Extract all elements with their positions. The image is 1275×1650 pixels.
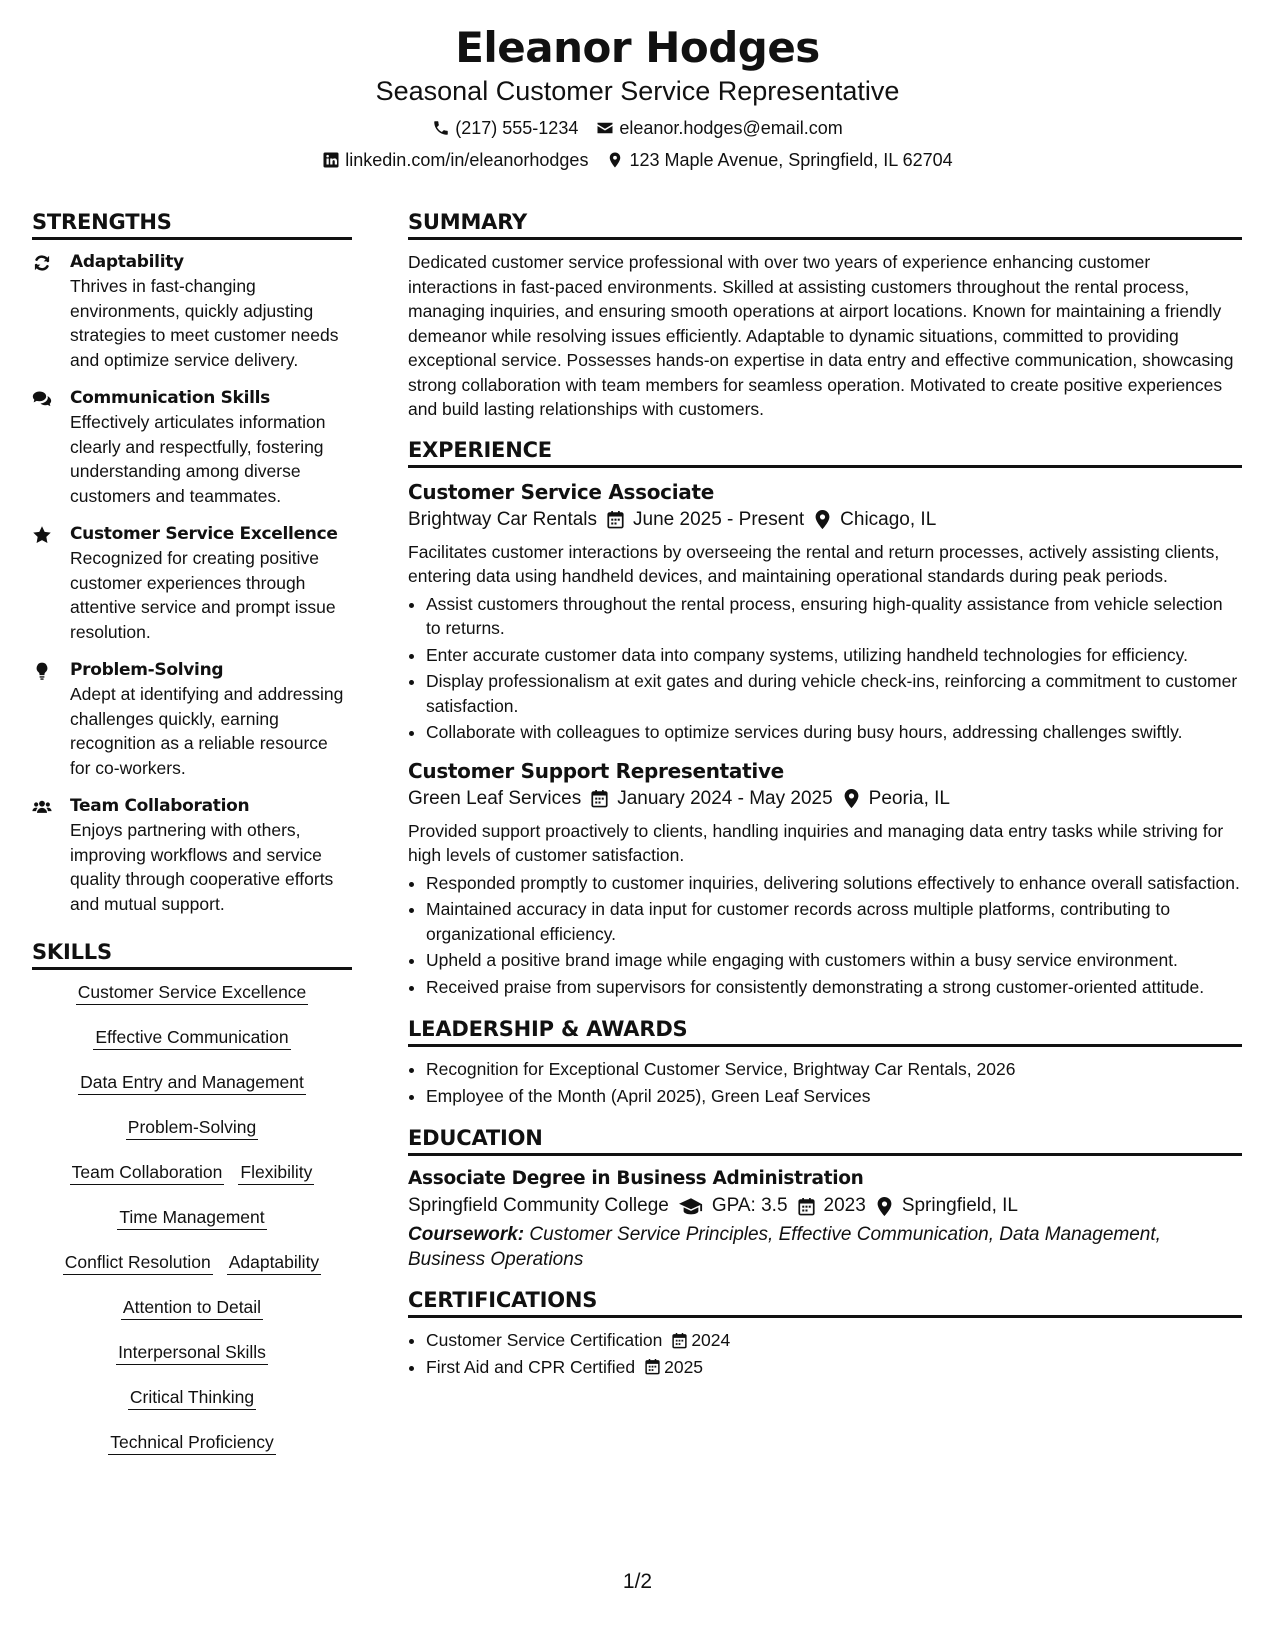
right-column xyxy=(408,208,1242,1381)
job-meta xyxy=(408,785,1242,813)
job-bullet: • Collaborate with colleagues to optimize services during busy hours, addressing challenges swiftly. xyxy=(426,720,1242,745)
left-column xyxy=(32,208,352,1475)
calendar-icon xyxy=(798,1197,815,1216)
job-description: Provided support proactively to clients, handling inquiries and managing data entry tasks while striving for high levels of customer satisfaction. xyxy=(408,820,1224,865)
skill-tag: Attention to Detail xyxy=(121,1295,263,1320)
strength-desc: Recognized for creating positive customer experiences through attentive service and prompt issue resolution. xyxy=(70,548,336,642)
job-bullet: • Responded promptly to customer inquiries, delivering solutions effectively to enhance overall satisfaction. xyxy=(426,871,1242,896)
job-company: Brightway Car Rentals xyxy=(408,508,598,530)
star-icon xyxy=(32,525,52,545)
coursework xyxy=(408,1222,1242,1272)
strength-desc: Enjoys partnering with others, improving workflows and service quality through cooperative efforts and mutual support. xyxy=(70,820,334,914)
strength-item xyxy=(32,250,352,372)
job-entry xyxy=(408,478,1242,745)
calendar-icon xyxy=(645,1358,660,1375)
certification-name: • First Aid and CPR Certified xyxy=(426,1356,636,1377)
job-bullet: • Received praise from supervisors for consistently demonstrating a strong customer-oriented attitude. xyxy=(426,975,1242,1000)
linkedin-icon xyxy=(322,151,340,169)
address-text: 123 Maple Avenue, Springfield, IL 62704 xyxy=(629,150,953,170)
certification-year: 2024 xyxy=(691,1330,731,1350)
phone-text: (217) 555-1234 xyxy=(455,118,579,138)
skill-tag: Time Management xyxy=(117,1205,266,1230)
calendar-icon xyxy=(591,789,608,808)
skill-tag: Flexibility xyxy=(238,1160,314,1185)
strength-title: Problem-Solving xyxy=(70,660,224,680)
job-bullet: • Enter accurate customer data into company systems, utilizing handheld technologies for efficiency. xyxy=(426,643,1242,668)
linkedin-contact[interactable] xyxy=(322,149,588,171)
job-company: Green Leaf Services xyxy=(408,787,582,809)
job-bullets xyxy=(408,871,1242,1000)
phone-icon xyxy=(432,119,450,137)
strength-item xyxy=(32,522,352,644)
skill-tag: Data Entry and Management xyxy=(78,1070,306,1095)
job-bullets xyxy=(408,592,1242,745)
certification-year: 2025 xyxy=(664,1356,704,1377)
skill-tag: Effective Communication xyxy=(93,1025,290,1050)
experience-heading: EXPERIENCE xyxy=(408,436,1242,468)
award-item: • Employee of the Month (April 2025), Green Leaf Services xyxy=(426,1084,1242,1109)
certification-item xyxy=(426,1355,1242,1380)
strength-item xyxy=(32,386,352,508)
phone-contact xyxy=(432,117,578,139)
map-marker-icon xyxy=(843,789,860,808)
strength-item xyxy=(32,658,352,780)
users-icon xyxy=(32,797,52,817)
skill-tag: Adaptability xyxy=(227,1250,321,1275)
lightbulb-icon xyxy=(32,661,52,681)
coursework-text: Customer Service Principles, Effective Communication, Data Management, Business Operations xyxy=(408,1224,1161,1270)
award-item: • Recognition for Exceptional Customer Service, Brightway Car Rentals, 2026 xyxy=(426,1057,1242,1082)
skill-tag: Team Collaboration xyxy=(70,1160,225,1185)
candidate-name: Eleanor Hodges xyxy=(455,23,820,72)
education-meta xyxy=(408,1192,1242,1220)
candidate-role: Seasonal Customer Service Representative xyxy=(375,76,900,106)
strength-desc: Adept at identifying and addressing challenges quickly, earning recognition as a reliable resource for co-workers. xyxy=(70,684,344,778)
strength-title: Communication Skills xyxy=(70,388,270,408)
strength-title: Customer Service Excellence xyxy=(70,524,338,544)
address-contact xyxy=(606,149,952,171)
certifications-heading: CERTIFICATIONS xyxy=(408,1286,1242,1318)
calendar-icon xyxy=(672,1332,687,1349)
job-bullet: • Display professionalism at exit gates and during vehicle check-ins, reinforcing a commitment to customer satisfaction. xyxy=(426,669,1242,718)
email-contact[interactable] xyxy=(596,117,842,139)
skills-heading: SKILLS xyxy=(32,938,352,970)
gpa-text: GPA: 3.5 xyxy=(711,1195,788,1216)
job-title: Customer Service Associate xyxy=(408,479,715,504)
coursework-label: Coursework: xyxy=(408,1224,525,1245)
school-location: Springfield, IL xyxy=(901,1195,1018,1216)
summary-text: Dedicated customer service professional with over two years of experience enhancing customer interactions in fast-paced environments. Skilled at assisting customers throughout the rental process, managing inquiries, and ensuring smooth operations at airport locations. Known for maintaining a friendly demeanor while resolving issues efficiently. Adaptable to dynamic situations, committed to providing exceptional service. Possesses hands-on expertise in data entry and effective communication, showcasing strong collaboration with team members for seamless operation. Motivated to create positive experiences and build lasting relationships with customers. xyxy=(408,252,1234,419)
job-description: Facilitates customer interactions by overseeing the rental and return processes, actively assisting clients, entering data using handheld devices, and maintaining operational standards during peak periods. xyxy=(408,541,1220,586)
job-location: Peoria, IL xyxy=(868,787,950,809)
strength-desc: Effectively articulates information clearly and respectfully, fostering understanding among diverse customers and teammates. xyxy=(70,412,326,506)
certification-name: • Customer Service Certification xyxy=(426,1330,663,1350)
strength-item xyxy=(32,794,352,916)
skill-tag: Conflict Resolution xyxy=(63,1250,213,1275)
map-marker-icon xyxy=(876,1197,893,1216)
education-heading: EDUCATION xyxy=(408,1124,1242,1156)
sync-icon xyxy=(32,253,52,273)
skill-tag: Customer Service Excellence xyxy=(76,980,309,1005)
skills-list xyxy=(32,980,352,1457)
envelope-icon xyxy=(596,119,614,137)
education-entry xyxy=(408,1166,1242,1272)
skill-tag: Critical Thinking xyxy=(128,1385,256,1410)
graduation-year: 2023 xyxy=(823,1195,866,1216)
linkedin-text[interactable]: linkedin.com/in/eleanorhodges xyxy=(345,150,589,170)
skill-tag: Problem-Solving xyxy=(126,1115,258,1140)
job-bullet: • Upheld a positive brand image while engaging with customers within a busy service environment. xyxy=(426,948,1242,973)
job-bullet: • Assist customers throughout the rental process, ensuring high-quality assistance from vehicle selection to returns. xyxy=(426,592,1242,641)
strength-title: Adaptability xyxy=(70,252,184,272)
leadership-heading: LEADERSHIP & AWARDS xyxy=(408,1015,1242,1047)
leadership-list xyxy=(408,1057,1242,1108)
resume-header xyxy=(0,22,1275,171)
email-text[interactable]: eleanor.hodges@email.com xyxy=(619,118,843,138)
skill-tag: Technical Proficiency xyxy=(108,1430,275,1455)
certifications-list xyxy=(408,1328,1242,1379)
job-dates: January 2024 - May 2025 xyxy=(617,787,833,809)
job-title: Customer Support Representative xyxy=(408,758,784,783)
contact-row-1 xyxy=(0,117,1275,139)
degree-title: Associate Degree in Business Administration xyxy=(408,1168,864,1189)
job-dates: June 2025 - Present xyxy=(633,508,805,530)
summary-heading: SUMMARY xyxy=(408,208,1242,240)
strengths-heading: STRENGTHS xyxy=(32,208,352,240)
strength-title: Team Collaboration xyxy=(70,796,250,816)
graduation-cap-icon xyxy=(679,1197,703,1216)
skill-tag: Interpersonal Skills xyxy=(116,1340,268,1365)
certification-item xyxy=(426,1328,1242,1353)
job-bullet: • Maintained accuracy in data input for customer records across multiple platforms, contributing to organizational efficiency. xyxy=(426,897,1242,946)
contact-row-2 xyxy=(0,149,1275,171)
map-marker-icon xyxy=(814,510,831,529)
school-name: Springfield Community College xyxy=(408,1195,669,1216)
calendar-icon xyxy=(607,510,624,529)
map-marker-icon xyxy=(606,151,624,169)
page-number: 1/2 xyxy=(622,1570,653,1593)
strength-desc: Thrives in fast-changing environments, quickly adjusting strategies to meet customer needs and optimize service delivery. xyxy=(70,276,339,370)
job-location: Chicago, IL xyxy=(840,508,937,530)
job-meta xyxy=(408,506,1242,534)
job-entry xyxy=(408,757,1242,1000)
comments-icon xyxy=(32,389,52,409)
